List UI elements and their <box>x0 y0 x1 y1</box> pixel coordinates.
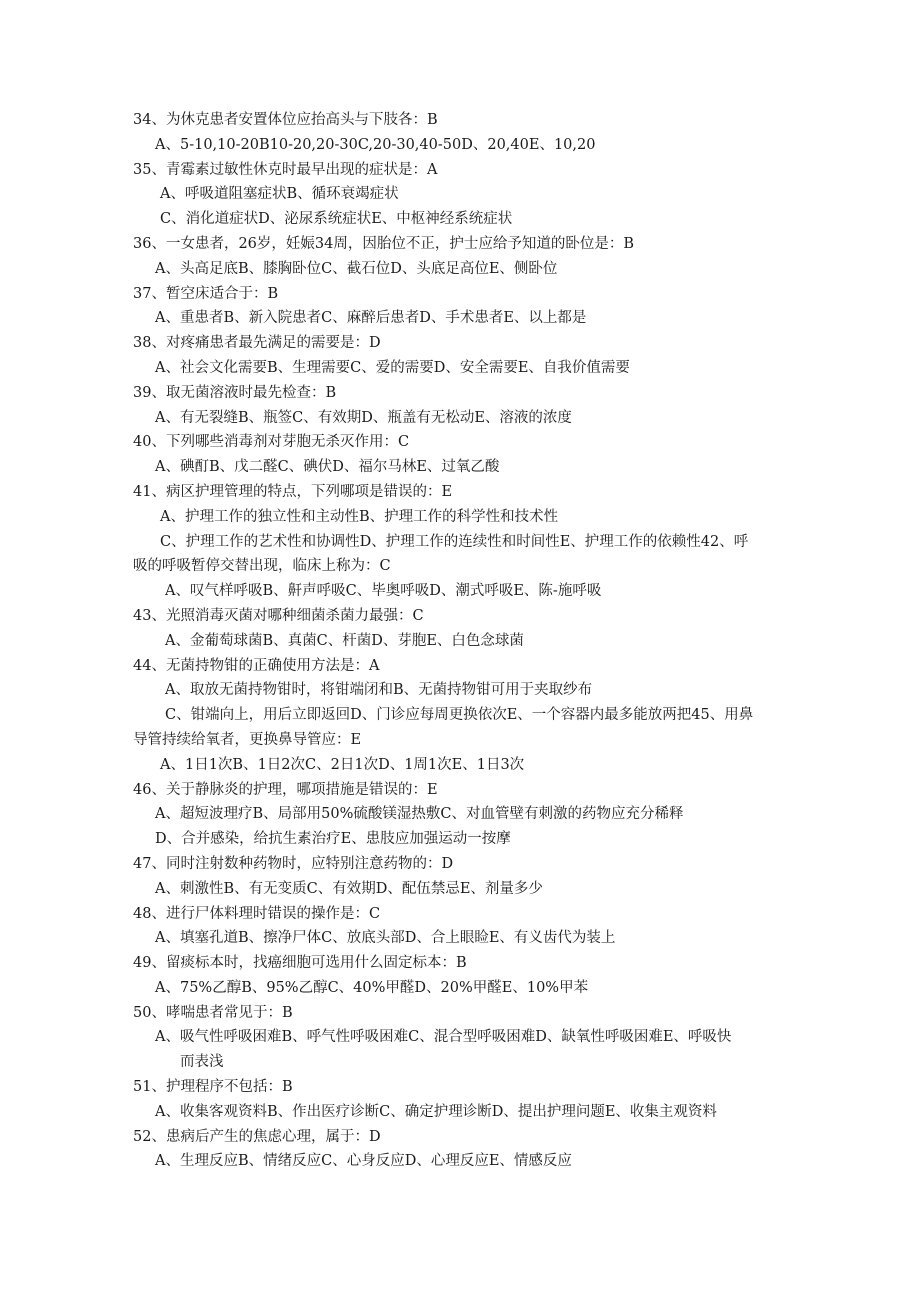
question-46-stem: 46、关于静脉炎的护理，哪项措施是错误的：E <box>133 781 438 798</box>
question-34-stem: 34、为休克患者安置体位应抬高头与下肢各：B <box>133 112 438 128</box>
question-35-options-1: A、呼吸道阻塞症状B、循环衰竭症状 <box>160 186 399 203</box>
question-36-stem: 36、一女患者，26岁，妊娠34周，因胎位不正，护士应给予知道的卧位是：B <box>133 235 635 252</box>
question-38-options: A、社会文化需要B、生理需要C、爱的需要D、安全需要E、自我价值需要 <box>155 359 630 376</box>
question-39-options: A、有无裂缝B、瓶签C、有效期D、瓶盖有无松动E、溶液的浓度 <box>155 409 572 426</box>
question-40-options: A、碘酊B、戊二醛C、碘伏D、福尔马林E、过氧乙酸 <box>155 459 500 476</box>
question-48-stem: 48、进行尸体料理时错误的操作是：C <box>133 905 381 922</box>
question-44-stem: 44、无菌持物钳的正确使用方法是：A <box>133 657 380 674</box>
question-47-options: A、刺激性B、有无变质C、有效期D、配伍禁忌E、剂量多少 <box>155 880 543 897</box>
question-41-options-1: A、护理工作的独立性和主动性B、护理工作的科学性和技术性 <box>160 508 559 525</box>
question-38-stem: 38、对疼痛患者最先满足的需要是：D <box>133 335 381 352</box>
question-41-options-2: C、护理工作的艺术性和协调性D、护理工作的连续性和时间性E、护理工作的依赖性42、呼 <box>160 533 749 550</box>
question-51-options: A、收集客观资料B、作出医疗诊断C、确定护理诊断D、提出护理问题E、收集主观资料 <box>155 1103 717 1120</box>
question-34-options: A、5-10,10-20B10-20,20-30C,20-30,40-50D、20,40E、10,20 <box>155 136 596 153</box>
question-43-options: A、金葡萄球菌B、真菌C、杆菌D、芽胞E、白色念球菌 <box>165 632 524 649</box>
question-36-options: A、头高足底B、膝胸卧位C、截石位D、头底足高位E、侧卧位 <box>155 260 558 277</box>
question-50-options: A、吸气性呼吸困难B、呼气性呼吸困难C、混合型呼吸困难D、缺氧性呼吸困难E、呼吸快 <box>155 1029 732 1046</box>
question-35-options-2: C、消化道症状D、泌尿系统症状E、中枢神经系统症状 <box>160 211 513 228</box>
question-46-options-2: D、合并感染，给抗生素治疗E、患肢应加强运动一按摩 <box>155 831 511 848</box>
question-44-options-2: C、钳端向上，用后立即返回D、门诊应每周更换依次E、一个容器内最多能放两把45、用鼻 <box>165 707 754 724</box>
question-37-options: A、重患者B、新入院患者C、麻醉后患者D、手术患者E、以上都是 <box>155 310 587 327</box>
question-49-stem: 49、留痰标本时，找癌细胞可选用什么固定标本：B <box>133 955 467 972</box>
question-list <box>0 108 920 1174</box>
question-49-options: A、75%乙醇B、95%乙醇C、40%甲醛D、20%甲醛E、10%甲苯 <box>155 979 589 996</box>
question-52-stem: 52、患病后产生的焦虑心理，属于：D <box>133 1128 381 1145</box>
question-41-stem: 41、病区护理管理的特点，下列哪项是错误的：E <box>133 483 453 500</box>
question-35-stem: 35、青霉素过敏性休克时最早出现的症状是：A <box>133 161 438 178</box>
question-48-options: A、填塞孔道B、擦净尸体C、放底头部D、合上眼睑E、有义齿代为装上 <box>155 930 616 947</box>
question-52-options: A、生理反应B、情绪反应C、心身反应D、心理反应E、情感反应 <box>155 1153 572 1170</box>
question-51-stem: 51、护理程序不包括：B <box>133 1079 293 1096</box>
question-44-options-1: A、取放无菌持物钳时，将钳端闭和B、无菌持物钳可用于夹取纱布 <box>165 682 593 699</box>
question-46-options-1: A、超短波理疗B、局部用50%硫酸镁湿热敷C、对血管壁有刺激的药物应充分稀释 <box>155 806 684 823</box>
question-45-options: A、1日1次B、1日2次C、2日1次D、1周1次E、1日3次 <box>160 756 525 773</box>
question-42-options: A、叹气样呼吸B、鼾声呼吸C、毕奥呼吸D、潮式呼吸E、陈-施呼吸 <box>165 583 602 600</box>
question-50-options-cont: 而表浅 <box>180 1054 224 1071</box>
question-40-stem: 40、下列哪些消毒剂对芽胞无杀灭作用：C <box>133 434 410 451</box>
question-47-stem: 47、同时注射数种药物时，应特别注意药物的：D <box>133 855 454 872</box>
question-43-stem: 43、光照消毒灭菌对哪种细菌杀菌力最强：C <box>133 607 424 624</box>
question-39-stem: 39、取无菌溶液时最先检查：B <box>133 384 337 401</box>
question-50-stem: 50、哮喘患者常见于：B <box>133 1004 293 1021</box>
question-45-stem-cont: 导管持续给氧者，更换鼻导管应：E <box>133 731 362 748</box>
question-37-stem: 37、暂空床适合于：B <box>133 285 279 302</box>
question-42-stem-cont: 吸的呼吸暂停交替出现，临床上称为：C <box>133 558 391 575</box>
